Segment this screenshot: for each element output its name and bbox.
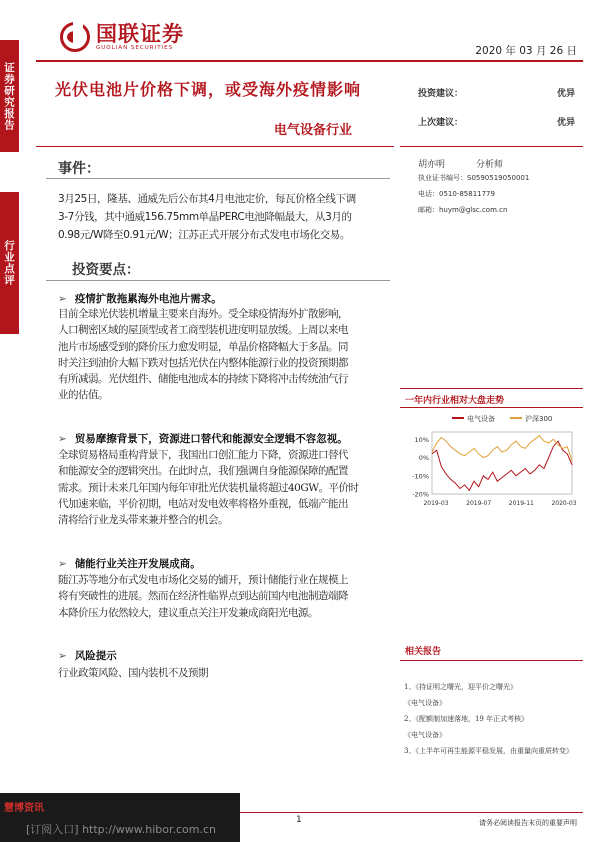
invest-rating-value: 优异 bbox=[557, 89, 576, 99]
point-line: 随江苏等地分布式发电市场化交易的铺开，预计储能行业在规模上 bbox=[58, 574, 348, 586]
point-line: 有所减弱。光伏组件、储能电池成本的持续下降将冲击传统油气行 bbox=[58, 373, 348, 386]
watermark-title: 慧博资讯 bbox=[4, 803, 44, 814]
point-body bbox=[58, 572, 380, 621]
title-divider bbox=[36, 146, 394, 147]
x-tick-label: 2019-03 bbox=[423, 500, 449, 507]
related-item[interactable]: 2、《配额制加速落地，19 年正式考核》 bbox=[404, 715, 529, 723]
chart-title-divider bbox=[400, 407, 583, 408]
point-line: 池片市场感受到的降价压力愈发明显，单晶价格降幅大于多晶。同 bbox=[58, 340, 348, 353]
point-line: 代加速来临，平价初期，电站对发电效率将格外重视，低端产能出 bbox=[58, 497, 348, 510]
y-tick-label: -20% bbox=[412, 490, 429, 499]
logo-name-en: GUOLIAN SECURITIES bbox=[96, 45, 174, 51]
event-text bbox=[58, 190, 388, 244]
point-line: 和能源安全的逻辑突出。在此时点，我们强调自身能源保障的配置 bbox=[58, 465, 348, 478]
prev-rating-value: 优异 bbox=[557, 118, 576, 128]
point-title-text: 储能行业关注开发展成商。 bbox=[74, 558, 201, 570]
side-label-report: 证券研究报告 bbox=[0, 40, 19, 152]
analyst-license: 执业证书编号：S0590519050001 bbox=[418, 174, 530, 182]
point-line: 需求。预计未来几年国内每年审批光伏装机量将超过40GW。平价时 bbox=[58, 481, 359, 494]
event-divider bbox=[46, 178, 390, 179]
point-title bbox=[58, 556, 201, 571]
logo-name-cn: 国联证券 bbox=[96, 22, 184, 46]
disclaimer-note: 请务必阅读报告末页的重要声明 bbox=[479, 819, 577, 827]
analyst-role: 分析师 bbox=[476, 160, 504, 170]
arrow-icon: ➢ bbox=[58, 650, 67, 662]
arrow-icon: ➢ bbox=[58, 558, 67, 570]
event-line: 0.98元/W降至0.91元/W；江苏正式开展分布式发电市场化交易。 bbox=[58, 229, 350, 241]
x-tick-label: 2019-11 bbox=[508, 500, 534, 507]
chart-top-divider bbox=[400, 388, 583, 389]
invest-heading: 投资要点： bbox=[72, 262, 140, 278]
invest-rating-label: 投资建议： bbox=[418, 89, 464, 99]
chart-title: 一年内行业相对大盘走势 bbox=[405, 396, 505, 406]
arrow-icon: ➢ bbox=[58, 293, 67, 305]
x-tick-label: 2020-03 bbox=[551, 500, 577, 507]
page-number: 1 bbox=[296, 815, 302, 825]
related-divider bbox=[400, 660, 583, 661]
point-line: 本降价压力依然较大，建议重点关注开发兼成商阳光电源。 bbox=[58, 606, 318, 619]
invest-divider bbox=[46, 280, 390, 281]
point-line: 清将给行业龙头带来兼并整合的机会。 bbox=[58, 514, 228, 527]
x-tick-label: 2019-07 bbox=[466, 500, 492, 507]
arrow-icon: ➢ bbox=[58, 433, 67, 445]
y-tick-label: -10% bbox=[412, 472, 429, 481]
point-body bbox=[58, 306, 380, 404]
watermark-link[interactable]: [订阅入口] http://www.hibor.com.cn bbox=[26, 823, 217, 836]
point-line: 全球贸易格局重构背景下，我国出口创汇能力下降，资源进口替代 bbox=[58, 449, 348, 461]
event-line: 3-7分钱，其中通威156.75mm单晶PERC电池降幅最大，从3月的 bbox=[58, 211, 352, 223]
point-title bbox=[58, 291, 222, 306]
analyst-email: 邮箱：huym@glsc.com.cn bbox=[418, 206, 508, 214]
related-item[interactable]: 1、《持证明之曙光，迎平价之曙光》 bbox=[404, 683, 517, 691]
point-title bbox=[58, 648, 117, 663]
event-heading: 事件： bbox=[58, 161, 100, 177]
related-item[interactable]: 3、《上半年可再生能源平稳发展，由重量向重质转变》 bbox=[404, 747, 573, 755]
prev-rating-label: 上次建议： bbox=[418, 118, 464, 128]
relative-performance-chart bbox=[400, 410, 580, 515]
point-title-text: 疫情扩散拖累海外电池片需求。 bbox=[74, 293, 222, 305]
industry-name: 电气设备行业 bbox=[274, 123, 353, 138]
related-heading: 相关报告 bbox=[405, 647, 442, 657]
report-date: 2020 年 03 月 26 日 bbox=[475, 45, 577, 57]
header-divider bbox=[36, 60, 583, 62]
related-item-category: 《电气设备》 bbox=[404, 699, 446, 707]
legend-label: 沪深300 bbox=[525, 415, 553, 423]
side-label-type: 行业点评 bbox=[0, 192, 19, 334]
point-line: 人口稠密区域的屋顶型或者工商型装机进度明显放缓。上周以来电 bbox=[58, 324, 348, 337]
point-line: 业的估值。 bbox=[58, 389, 108, 402]
y-tick-label: 10% bbox=[414, 435, 429, 444]
point-line: 将有突破性的进展。然而在经济性临界点到达前国内电池制造端降 bbox=[58, 590, 348, 603]
point-body bbox=[58, 665, 380, 681]
point-line: 行业政策风险、国内装机不及预期 bbox=[58, 667, 208, 679]
report-title: 光伏电池片价格下调，或受海外疫情影响 bbox=[55, 80, 362, 99]
logo-icon bbox=[60, 22, 90, 52]
legend-label: 电气设备 bbox=[467, 415, 495, 423]
point-body bbox=[58, 447, 380, 528]
series-line bbox=[432, 436, 572, 462]
point-line: 时关注到油价大幅下跌对包括光伏在内整体能源行业的投资预期都 bbox=[58, 356, 348, 369]
related-item-category: 《电气设备》 bbox=[404, 731, 446, 739]
company-logo bbox=[60, 22, 184, 52]
point-title bbox=[58, 431, 348, 446]
point-title-text: 贸易摩擦背景下，资源进口替代和能源安全逻辑不容忽视。 bbox=[74, 433, 348, 445]
analyst-phone: 电话：0510-85811779 bbox=[418, 190, 495, 198]
rating-divider bbox=[400, 146, 583, 147]
point-title-text: 风险提示 bbox=[74, 650, 117, 662]
point-line: 目前全球光伏装机增量主要来自海外。受全球疫情海外扩散影响， bbox=[58, 308, 348, 320]
y-tick-label: 0% bbox=[418, 454, 429, 463]
analyst-name: 胡亦明 bbox=[418, 160, 446, 170]
event-line: 3月25日，隆基、通威先后公布其4月电池定价，每瓦价格全线下调 bbox=[58, 193, 356, 205]
